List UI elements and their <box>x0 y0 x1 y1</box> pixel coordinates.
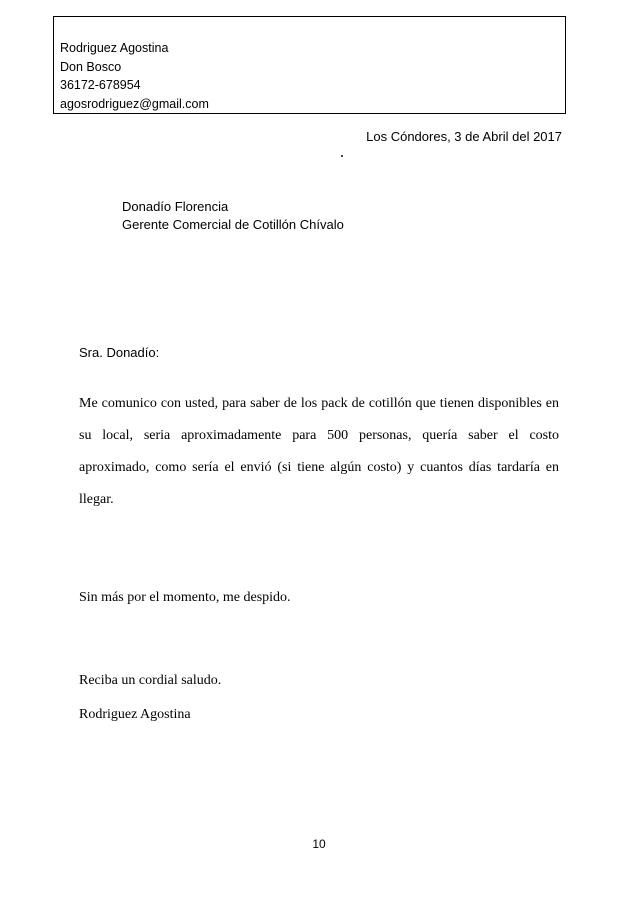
signature-name: Rodriguez Agostina <box>79 707 191 722</box>
page-number: 10 <box>312 837 326 851</box>
sender-phone: 36172-678954 <box>60 78 141 92</box>
sender-email: agosrodriguez@gmail.com <box>60 96 209 111</box>
sender-name: Rodriguez Agostina <box>60 41 169 55</box>
greeting-line: Reciba un cordial saludo. <box>79 673 222 688</box>
letter-body: Me comunico con usted, para saber de los pack de cotillón que tienen disponibles en su local, seria aproximadamente para 500 personas, quería saber el costo aproximado, como sería el envió (si tiene algún costo) y cuantos días tardaría en llegar. <box>79 396 559 507</box>
recipient-title: Gerente Comercial de Cotillón Chívalo <box>122 216 344 232</box>
sender-info-box <box>53 16 566 114</box>
salutation: Sra. Donadío: <box>79 345 160 360</box>
closing-line: Sin más por el momento, me despido. <box>79 590 291 605</box>
recipient-name: Donadío Florencia <box>122 199 229 214</box>
sender-school: Don Bosco <box>60 59 122 74</box>
recipient-block <box>122 198 344 233</box>
date-line: Los Cóndores, 3 de Abril del 2017 <box>366 129 562 144</box>
stray-dot-mark <box>341 155 343 157</box>
